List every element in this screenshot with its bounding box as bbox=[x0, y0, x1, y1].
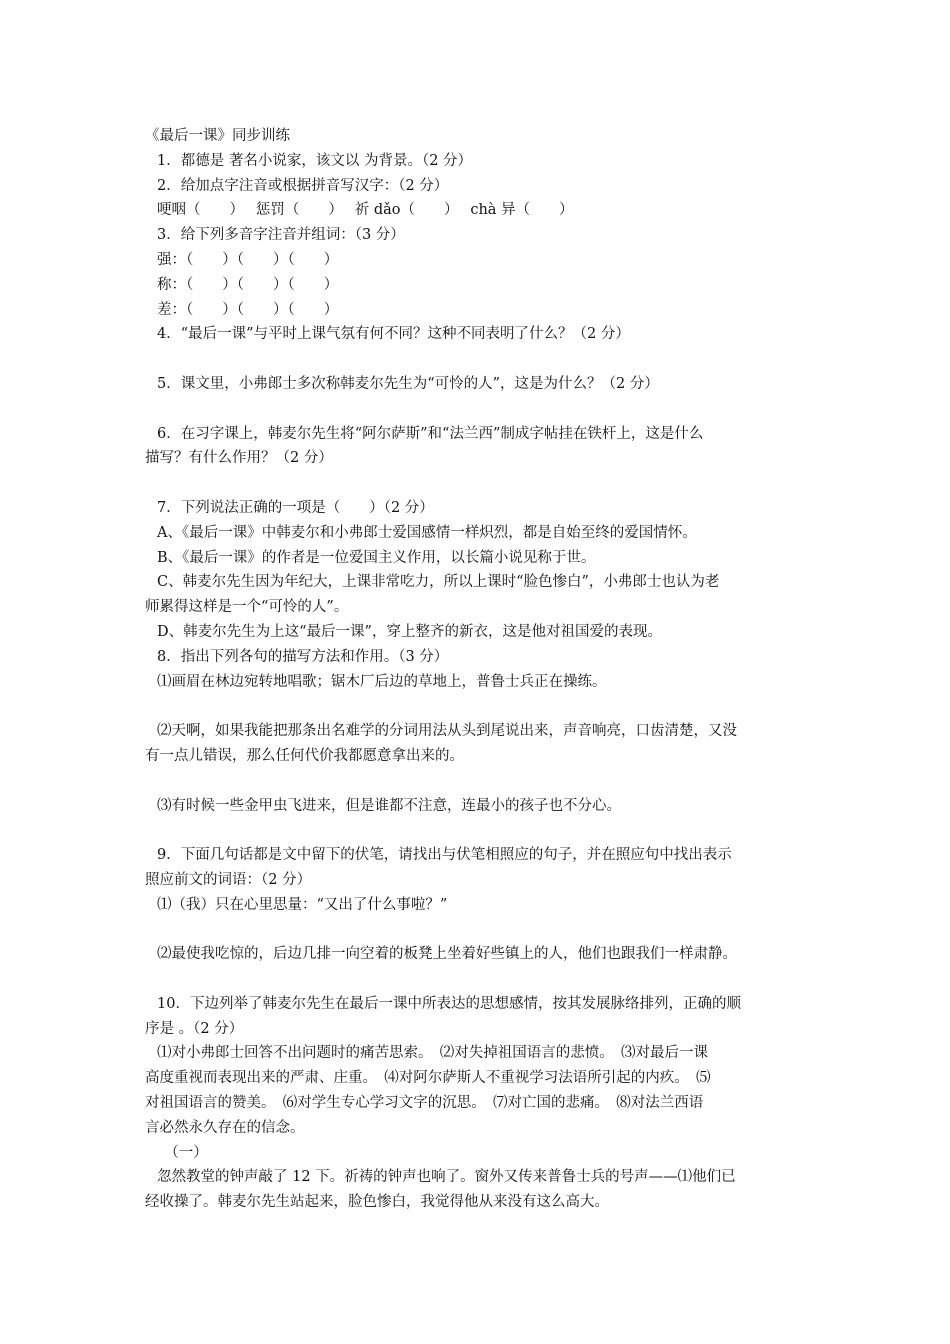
question-line: 哽咽（ ） 惩罚（ ） 祈 dǎo（ ） chà 异（ ） bbox=[157, 202, 574, 219]
question-line: 3．给下列多音字注音并组词：（3 分） bbox=[157, 227, 405, 244]
question-line: A、《最后一课》中韩麦尔和小弗郎士爱国感情一样炽烈，都是自始至终的爱国情怀。 bbox=[157, 524, 697, 541]
question-line: D、韩麦尔先生为上这“最后一课”，穿上整齐的新衣，这是他对祖国爱的表现。 bbox=[157, 623, 662, 640]
blank-line bbox=[145, 818, 825, 843]
question-line: 10．下边列举了韩麦尔先生在最后一课中所表达的思想感情，按其发展脉络排列，正确的顺 bbox=[157, 995, 741, 1012]
question-line: 称：（ ）（ ）（ ） bbox=[157, 276, 339, 293]
question-line: 6．在习字课上，韩麦尔先生将“阿尔萨斯”和“法兰西”制成字帖挂在铁杆上，这是什么 bbox=[157, 425, 704, 442]
document-title: 《最后一课》同步训练 bbox=[145, 128, 290, 144]
continuation-line: 描写？有什么作用？（2 分） bbox=[145, 450, 333, 467]
question-line: ⑴画眉在林边宛转地唱歌；锯木厂后边的草地上，普鲁士兵正在操练。 bbox=[157, 673, 607, 690]
question-line: ⑵最使我吃惊的，后边几排一向空着的板凳上坐着好些镇上的人，他们也跟我们一样肃静。 bbox=[157, 946, 737, 963]
continuation-line: 有一点儿错误，那么任何代价我都愿意拿出来的。 bbox=[145, 747, 464, 764]
question-line: C、韩麦尔先生因为年纪大，上课非常吃力，所以上课时“脸色惨白”，小弗郎士也认为老 bbox=[157, 574, 720, 591]
question-line: （一） bbox=[157, 1144, 208, 1161]
question-line: 2．给加点字注音或根据拼音写汉字：（2 分） bbox=[157, 177, 449, 194]
continuation-line: 师累得这样是一个“可怜的人”。 bbox=[145, 599, 349, 616]
question-line: 5．课文里，小弗郎士多次称韩麦尔先生为“可怜的人”，这是为什么？（2 分） bbox=[157, 375, 659, 392]
continuation-line: 言必然永久存在的信念。 bbox=[145, 1119, 305, 1136]
question-line: ⑴（我）只在心里思量：“又出了什么事啦？” bbox=[157, 896, 448, 913]
question-line: ⑴对小弗郎士回答不出问题时的痛苦思索。 ⑵对失掉祖国语言的悲愤。 ⑶对最后一课 bbox=[157, 1045, 708, 1062]
question-line: 9．下面几句话都是文中留下的伏笔，请找出与伏笔相照应的句子，并在照应句中找出表示 bbox=[157, 847, 732, 864]
question-line: 差：（ ）（ ）（ ） bbox=[157, 301, 339, 318]
blank-line bbox=[145, 347, 825, 372]
question-line: 4．“最后一课”与平时上课气氛有何不同？这种不同表明了什么？（2 分） bbox=[157, 326, 630, 343]
question-line: 7．下列说法正确的一项是（ ）（2 分） bbox=[157, 499, 434, 516]
continuation-line: 对祖国语言的赞美。 ⑹对学生专心学习文字的沉思。 ⑺对亡国的悲痛。 ⑻对法兰西语 bbox=[145, 1095, 704, 1112]
blank-line bbox=[145, 694, 825, 719]
continuation-line: 序是 。（2 分） bbox=[145, 1020, 244, 1037]
document-body bbox=[145, 124, 825, 1215]
question-line: ⑶有时候一些金甲虫飞进来，但是谁都不注意，连最小的孩子也不分心。 bbox=[157, 797, 621, 814]
continuation-line: 经收操了。韩麦尔先生站起来，脸色惨白，我觉得他从来没有这么高大。 bbox=[145, 1194, 609, 1211]
continuation-line: 高度重视而表现出来的严肃、庄重。 ⑷对阿尔萨斯人不重视学习法语所引起的内疚。 ⑸ bbox=[145, 1070, 711, 1087]
blank-line bbox=[145, 397, 825, 422]
question-line: 8．指出下列各句的描写方法和作用。（3 分） bbox=[157, 648, 449, 665]
question-line: 忽然教堂的钟声敲了 12 下。祈祷的钟声也响了。窗外又传来普鲁士兵的号声——⑴他们已 bbox=[157, 1169, 736, 1186]
question-line: 1．都德是 著名小说家，该文以 为背景。（2 分） bbox=[157, 152, 473, 169]
question-line: 强：（ ）（ ）（ ） bbox=[157, 251, 339, 268]
blank-line bbox=[145, 967, 825, 992]
question-line: ⑵天啊，如果我能把那条出名难学的分词用法从头到尾说出来，声音响亮，口齿清楚，又没 bbox=[157, 723, 737, 740]
blank-line bbox=[145, 918, 825, 943]
question-line: B、《最后一课》的作者是一位爱国主义作用，以长篇小说见称于世。 bbox=[157, 549, 596, 566]
blank-line bbox=[145, 769, 825, 794]
blank-line bbox=[145, 471, 825, 496]
continuation-line: 照应前文的词语：（2 分） bbox=[145, 871, 312, 888]
